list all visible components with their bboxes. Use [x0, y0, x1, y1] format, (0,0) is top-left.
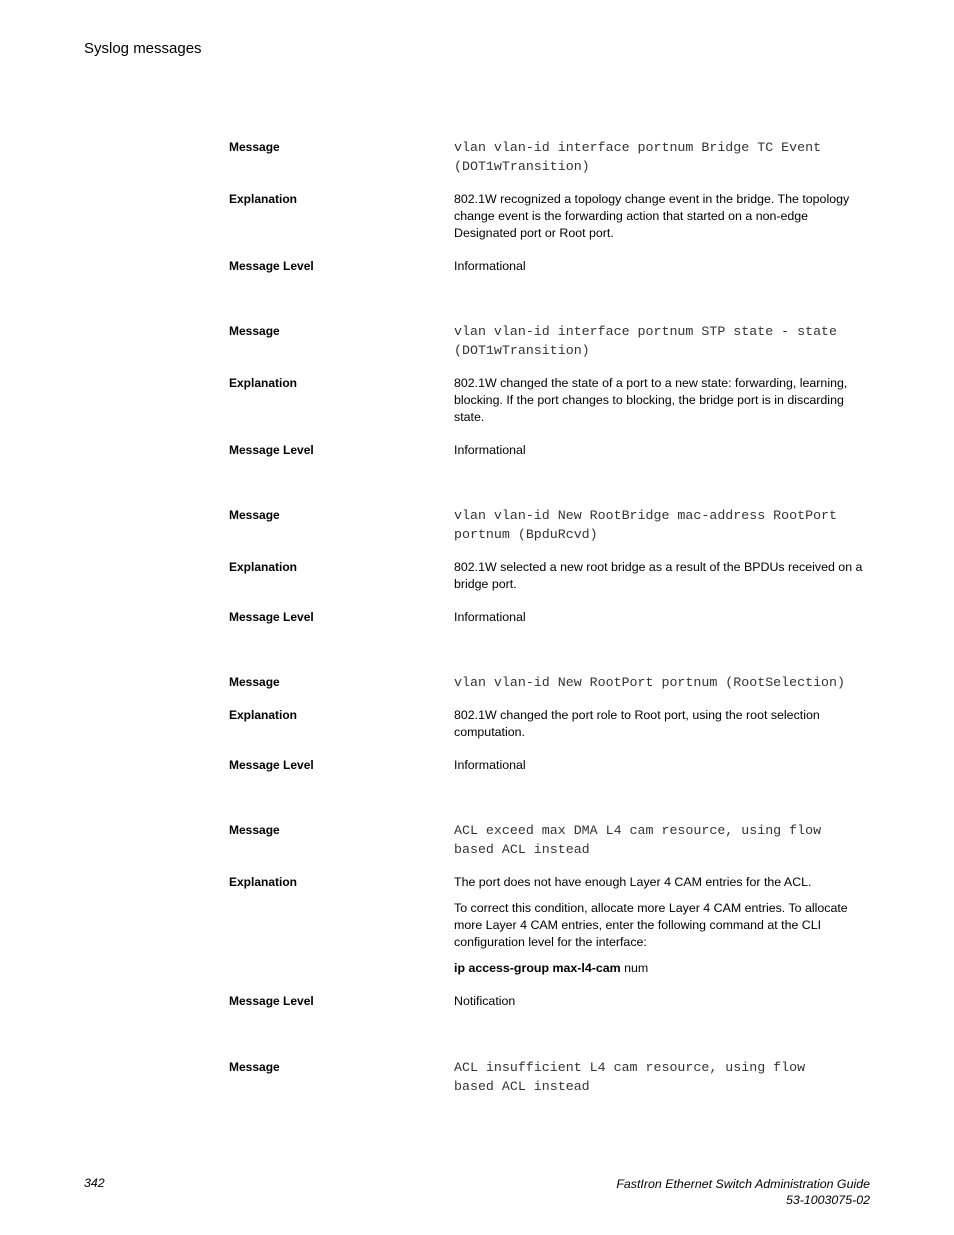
explanation-row — [229, 375, 874, 426]
message-label: Message — [229, 508, 280, 522]
explanation-row — [229, 707, 874, 741]
level-label: Message Level — [229, 994, 314, 1008]
explanation-label: Explanation — [229, 376, 298, 390]
level-row — [229, 442, 874, 459]
syslog-entry — [229, 506, 874, 626]
level-text: Notification — [454, 994, 516, 1008]
syslog-entry — [229, 1058, 874, 1111]
level-row — [229, 757, 874, 774]
level-label: Message Level — [229, 259, 314, 273]
syslog-entry — [229, 138, 874, 275]
explanation-text: 802.1W selected a new root bridge as a result of the BPDUs received on a bridge port. — [454, 560, 863, 591]
message-label: Message — [229, 675, 280, 689]
explanation-label: Explanation — [229, 192, 298, 206]
message-text: vlan vlan-id interface portnum STP state - state (DOT1wTransition) — [454, 324, 838, 358]
explanation-row — [229, 559, 874, 593]
explanation-row — [229, 874, 874, 977]
message-text: vlan vlan-id interface portnum Bridge TC Event (DOT1wTransition) — [454, 140, 822, 174]
cli-command — [454, 960, 874, 977]
message-text: vlan vlan-id New RootPort portnum (RootSelection) — [454, 675, 845, 690]
message-text: vlan vlan-id New RootBridge mac-address RootPort portnum (BpduRcvd) — [454, 508, 838, 542]
cli-command-keyword: ip access-group max-l4-cam — [454, 961, 621, 975]
explanation-label: Explanation — [229, 875, 298, 889]
message-label: Message — [229, 324, 280, 338]
level-row — [229, 993, 874, 1010]
explanation-text: The port does not have enough Layer 4 CAM entries for the ACL. To correct this condition, allocate more Layer 4 CAM entries. To allocate more Layer 4 CAM entries, enter the following command at the CLI configuration level for the interface: ip access-group max-l4-cam num — [454, 874, 874, 977]
message-label: Message — [229, 1060, 280, 1074]
level-label: Message Level — [229, 443, 314, 457]
explanation-label: Explanation — [229, 708, 298, 722]
level-row — [229, 258, 874, 275]
message-label: Message — [229, 140, 280, 154]
message-row — [229, 506, 874, 544]
doc-number: 53-1003075-02 — [785, 1193, 870, 1207]
guide-title: FastIron Ethernet Switch Administration Guide — [616, 1177, 870, 1191]
message-text: ACL exceed max DMA L4 cam resource, using flow based ACL instead — [454, 823, 822, 857]
message-row — [229, 1058, 874, 1096]
message-row — [229, 322, 874, 360]
message-text: ACL insufficient L4 cam resource, using flow based ACL instead — [454, 1060, 806, 1094]
explanation-text: 802.1W changed the state of a port to a new state: forwarding, learning, blocking. If the port changes to blocking, the bridge port is in discarding state. — [454, 376, 848, 424]
level-text: Informational — [454, 758, 526, 772]
page-footer — [616, 1176, 870, 1208]
running-header: Syslog messages — [84, 40, 202, 57]
message-row — [229, 821, 874, 859]
message-label: Message — [229, 823, 280, 837]
level-text: Informational — [454, 259, 526, 273]
level-label: Message Level — [229, 610, 314, 624]
level-text: Informational — [454, 443, 526, 457]
explanation-label: Explanation — [229, 560, 298, 574]
level-text: Informational — [454, 610, 526, 624]
message-row — [229, 673, 874, 692]
explanation-text: 802.1W recognized a topology change event in the bridge. The topology change event is the forwarding action that started on a non-edge Designated port or Root port. — [454, 192, 850, 240]
explanation-text: 802.1W changed the port role to Root port, using the root selection computation. — [454, 708, 820, 739]
level-row — [229, 609, 874, 626]
syslog-entry — [229, 821, 874, 1010]
level-label: Message Level — [229, 758, 314, 772]
explanation-row — [229, 191, 874, 242]
message-row — [229, 138, 874, 176]
cli-command-argument: num — [620, 961, 649, 975]
syslog-entry — [229, 673, 874, 774]
syslog-entry — [229, 322, 874, 459]
page-number: 342 — [84, 1176, 105, 1190]
